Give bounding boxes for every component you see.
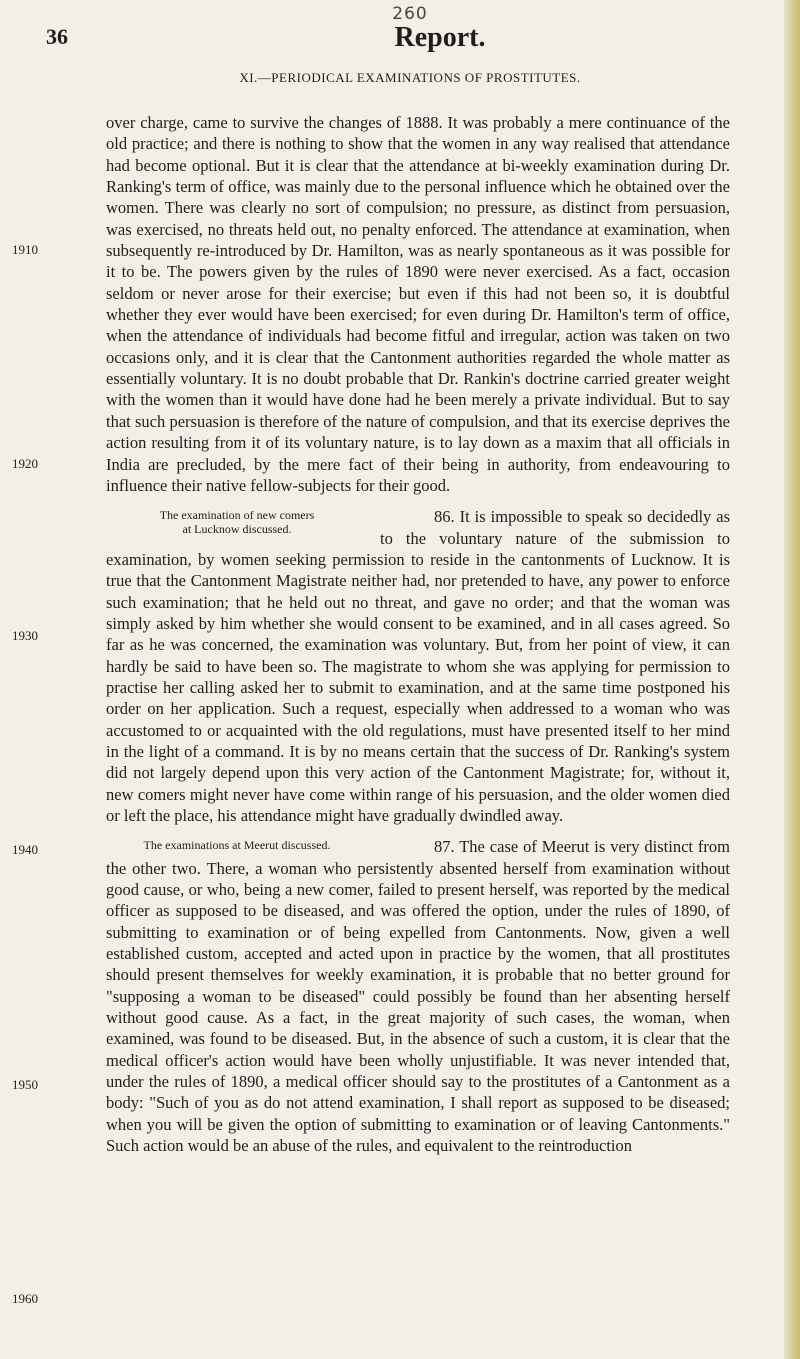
line-number: 1910: [12, 242, 38, 257]
paragraph-text: 86. It is impossible to speak so decidedly as to the voluntary nature of the submission to examination, by women seeking permission to reside in the cantonments of Lucknow. It is true that the Cantonment Magistrate neither had, nor pretended to have, any power to enforce such examination; that he held out no threat, and gave no order; and that the woman was simply asked by him whether she would consent to be examined, and in all cases agreed. So far as he was concerned, the examination was voluntary. But, from her point of view, it can hardly be said to have been so. The magistrate to whom she was applying for permission to practise her calling asked her to submit to examination, and at the same time postponed his order on her application. Such a request, especially when addressed to a woman who was accustomed to or acquainted with the old regulations, must have presented itself to her mind in the light of a command. It is by no means certain that the success of Dr. Ranking's system did not largely depend upon this very action of the Cantonment Magistrate; for, without it, new comers might never have come within range of his persuasion, and the older women died or left the place, his attendance might have gradually dwindled away.: [106, 507, 730, 825]
line-number: 1960: [12, 1291, 38, 1306]
paragraph-86: [106, 506, 730, 826]
margin-note-line: at Lucknow discussed.: [182, 522, 292, 537]
margin-note: [106, 508, 368, 536]
body-text: [106, 112, 730, 1167]
paragraph: over charge, came to survive the changes of 1888. It was probably a mere continuance of the old practice; and there is nothing to show that the women in any way realised that attendance had become optional. But it is clear that the attendance at bi-weekly examination during Dr. Ranking's term of office, was mainly due to the personal influence which he obtained over the women. There was clearly no sort of compulsion; no pressure, as distinct from persuasion, was exercised, no threats held out, no penalty enforced. The attendance at examination, when subsequently re-introduced by Dr. Hamilton, was as nearly spontaneous as it was possible for it to be. The powers given by the rules of 1890 were never exercised. As a fact, occasion seldom or never arose for their exercise; but even if this had not been so, it is doubtful whether they ever would have been exercised; for even during Dr. Hamilton's term of office, when the attendance of individuals had become fitful and irregular, action was taken on two occasions only, and it is clear that the Cantonment authorities regarded the whole matter as essentially voluntary. It is no doubt probable that Dr. Rankin's doctrine carried greater weight with the women than it would have done had he been merely a private individual. But to say that such persuasion is therefore of the nature of compulsion, and that its exercise deprives the action resulting from it of its voluntary nature, is to lay down as a maxim that all officials in India are precluded, by the mere fact of their being in authority, from endeavouring to influence their native fellow-subjects for their good.: [106, 113, 730, 495]
margin-note-line: The examinations at Meerut discussed.: [143, 838, 331, 853]
page-edge-strip: [784, 0, 800, 1359]
line-number: 1920: [12, 456, 38, 471]
paragraph-text: 87. The case of Meerut is very distinct from the other two. There, a woman who persistently absented herself from examination without good cause, or who, being a new comer, failed to present herself, was reported by the medical officer as supposed to be diseased, and was offered the option, under the rules of 1890, of submitting to examination or of being expelled from Cantonments. Now, given a well established custom, accepted and acted upon in practice by the women, that all prostitutes should present themselves for weekly examination, it is probable that no better ground for "supposing a woman to be diseased" could possibly be found than her absenting herself without good cause. As a fact, in the great majority of such cases, the woman, when examined, was found to be diseased. But, in the absence of such a custom, it is clear that the medical officer's action would have been wholly unjustifiable. It was never intended that, under the rules of 1890, a medical officer should say to the prostitutes of a Cantonment as a body: "Such of you as do not attend examination, I shall report as supposed to be diseased; when you will be given the option of submitting to examination or of leaving Cantonments." Such action would be an abuse of the rules, and equivalent to the reintroduction: [106, 837, 730, 1156]
section-title: XI.—PERIODICAL EXAMINATIONS OF PROSTITUTES.: [239, 70, 581, 85]
margin-note-line: The examination of new comers: [159, 508, 315, 523]
margin-note: [106, 838, 368, 852]
page-number: 36: [46, 24, 68, 49]
paragraph-87: [106, 836, 730, 1156]
line-number: 1950: [12, 1077, 38, 1092]
page-stamp: 260: [392, 4, 428, 24]
line-number: 1930: [12, 628, 38, 643]
line-number: 1940: [12, 842, 38, 857]
running-head: Report.: [394, 22, 486, 53]
